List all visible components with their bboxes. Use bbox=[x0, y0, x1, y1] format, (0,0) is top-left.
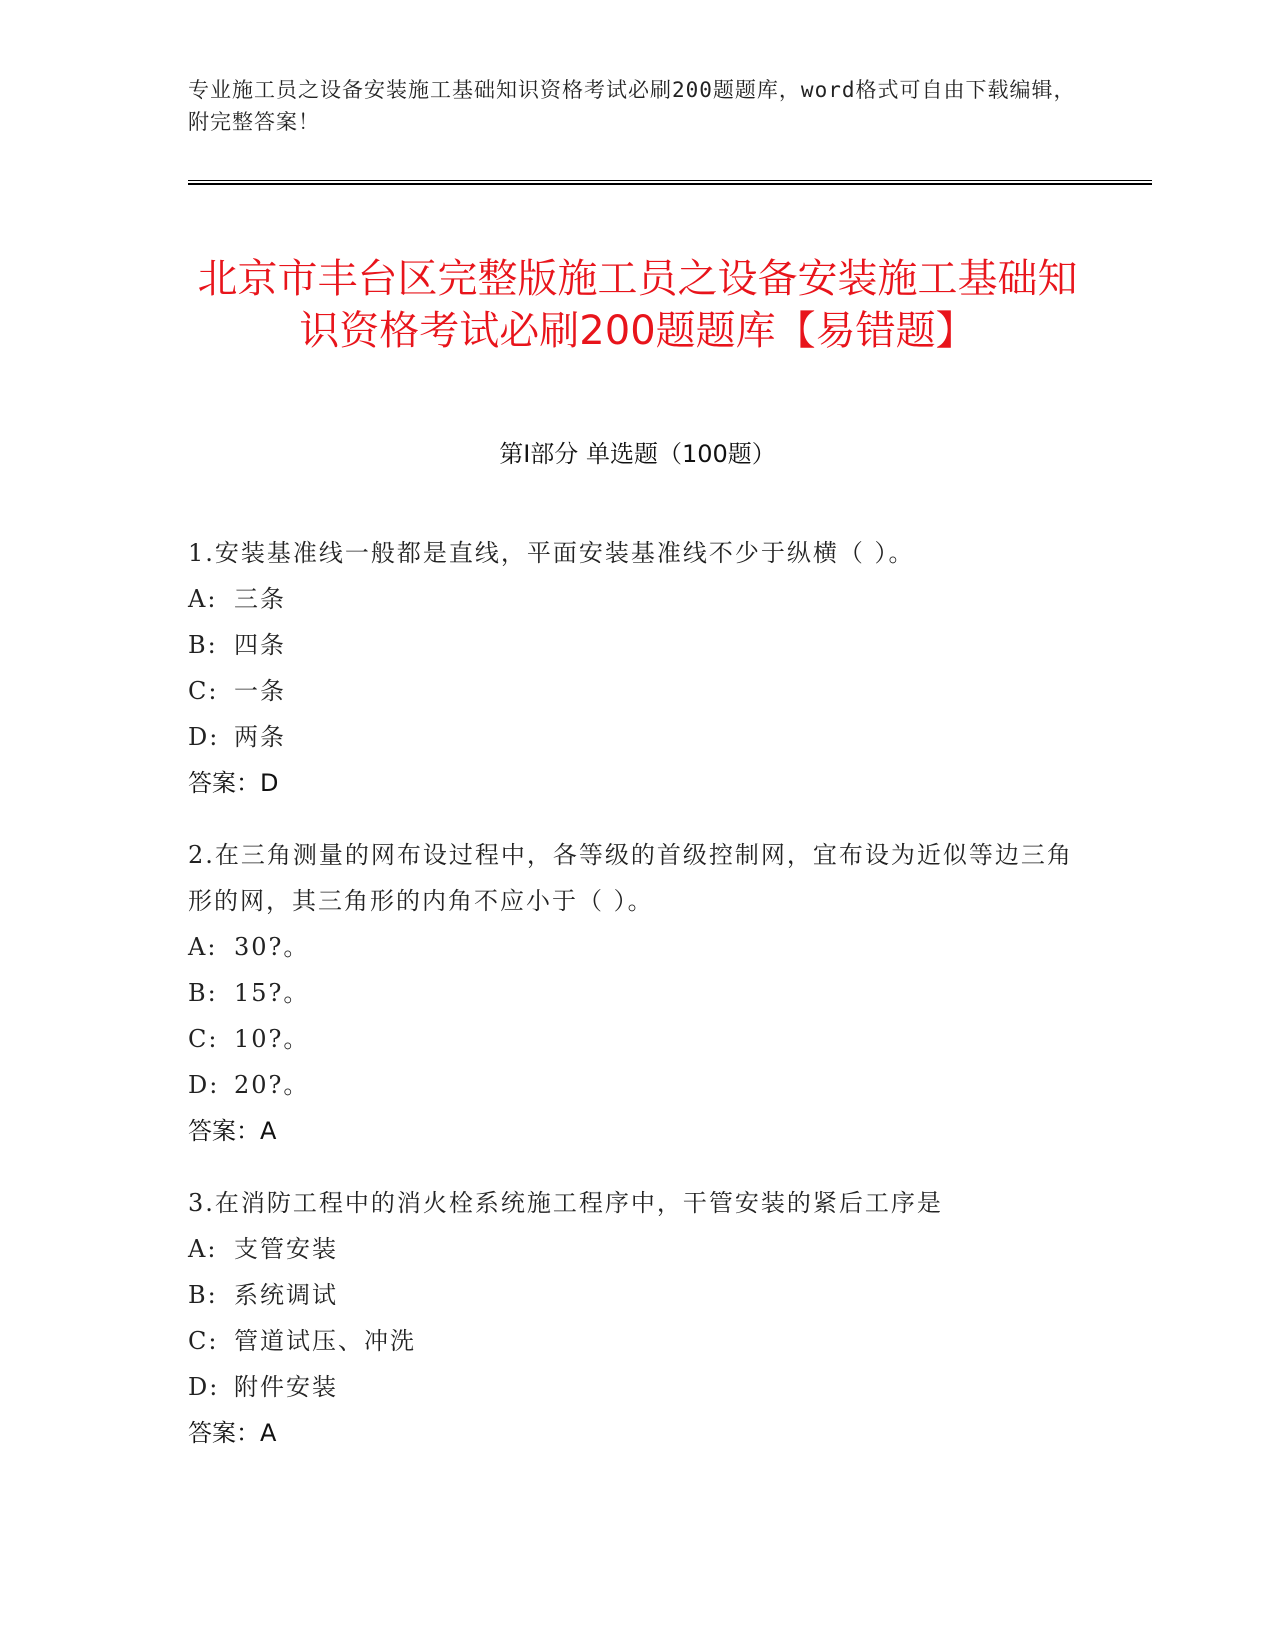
option-text: 一条 bbox=[234, 677, 286, 705]
question-2 bbox=[188, 832, 1088, 1154]
option-key: C: bbox=[188, 1327, 219, 1355]
option-key: B: bbox=[188, 1281, 218, 1309]
option-text: 管道试压、冲洗 bbox=[234, 1327, 416, 1355]
answer-line bbox=[188, 1108, 1088, 1154]
option-key: D: bbox=[188, 1373, 220, 1401]
header-divider-thin bbox=[188, 180, 1152, 181]
option-text: 附件安装 bbox=[234, 1373, 338, 1401]
option-key: D: bbox=[188, 1071, 220, 1099]
option-key: C: bbox=[188, 1025, 219, 1053]
answer-line bbox=[188, 760, 1088, 806]
section-title: 第Ⅰ部分 单选题（100题） bbox=[499, 440, 776, 468]
option-b bbox=[188, 970, 1088, 1016]
option-c bbox=[188, 1016, 1088, 1062]
header-divider-thick bbox=[188, 183, 1152, 185]
option-c bbox=[188, 1318, 1088, 1364]
header-note: 专业施工员之设备安装施工基础知识资格考试必刷200题题库，word格式可自由下载编辑，附完整答案！ bbox=[188, 78, 1076, 134]
option-c bbox=[188, 668, 1088, 714]
option-text: 支管安装 bbox=[234, 1235, 338, 1263]
option-text: 30?。 bbox=[234, 933, 310, 961]
option-key: A: bbox=[188, 933, 218, 961]
option-text: 四条 bbox=[234, 631, 286, 659]
document-title: 北京市丰台区完整版施工员之设备安装施工基础知识资格考试必刷200题题库【易错题】 bbox=[197, 255, 1078, 354]
option-text: 三条 bbox=[234, 585, 286, 613]
header-divider bbox=[188, 180, 1152, 186]
option-key: C: bbox=[188, 677, 219, 705]
option-b bbox=[188, 1272, 1088, 1318]
question-text: 2.在三角测量的网布设过程中，各等级的首级控制网，宜布设为近似等边三角形的网，其三角形的内角不应小于（ ）。 bbox=[188, 841, 1073, 915]
option-d bbox=[188, 1062, 1088, 1108]
option-key: A: bbox=[188, 1235, 218, 1263]
option-a bbox=[188, 924, 1088, 970]
option-b bbox=[188, 622, 1088, 668]
answer-value: A bbox=[260, 1419, 277, 1447]
option-key: B: bbox=[188, 979, 218, 1007]
answer-label: 答案： bbox=[188, 1419, 260, 1447]
option-key: B: bbox=[188, 631, 218, 659]
answer-line bbox=[188, 1410, 1088, 1456]
option-text: 10?。 bbox=[234, 1025, 310, 1053]
question-text: 1.安装基准线一般都是直线，平面安装基准线不少于纵横（ ）。 bbox=[188, 539, 915, 567]
answer-value: A bbox=[260, 1117, 277, 1145]
question-1 bbox=[188, 530, 1088, 806]
option-d bbox=[188, 1364, 1088, 1410]
option-key: A: bbox=[188, 585, 218, 613]
option-a bbox=[188, 576, 1088, 622]
option-a bbox=[188, 1226, 1088, 1272]
option-text: 两条 bbox=[234, 723, 286, 751]
answer-label: 答案： bbox=[188, 769, 260, 797]
question-text: 3.在消防工程中的消火栓系统施工程序中，干管安装的紧后工序是 bbox=[188, 1189, 943, 1217]
answer-value: D bbox=[260, 769, 279, 797]
question-list bbox=[188, 530, 1088, 1482]
option-text: 20?。 bbox=[234, 1071, 310, 1099]
option-d bbox=[188, 714, 1088, 760]
option-text: 15?。 bbox=[234, 979, 310, 1007]
option-key: D: bbox=[188, 723, 220, 751]
question-3 bbox=[188, 1180, 1088, 1456]
option-text: 系统调试 bbox=[234, 1281, 338, 1309]
answer-label: 答案： bbox=[188, 1117, 260, 1145]
